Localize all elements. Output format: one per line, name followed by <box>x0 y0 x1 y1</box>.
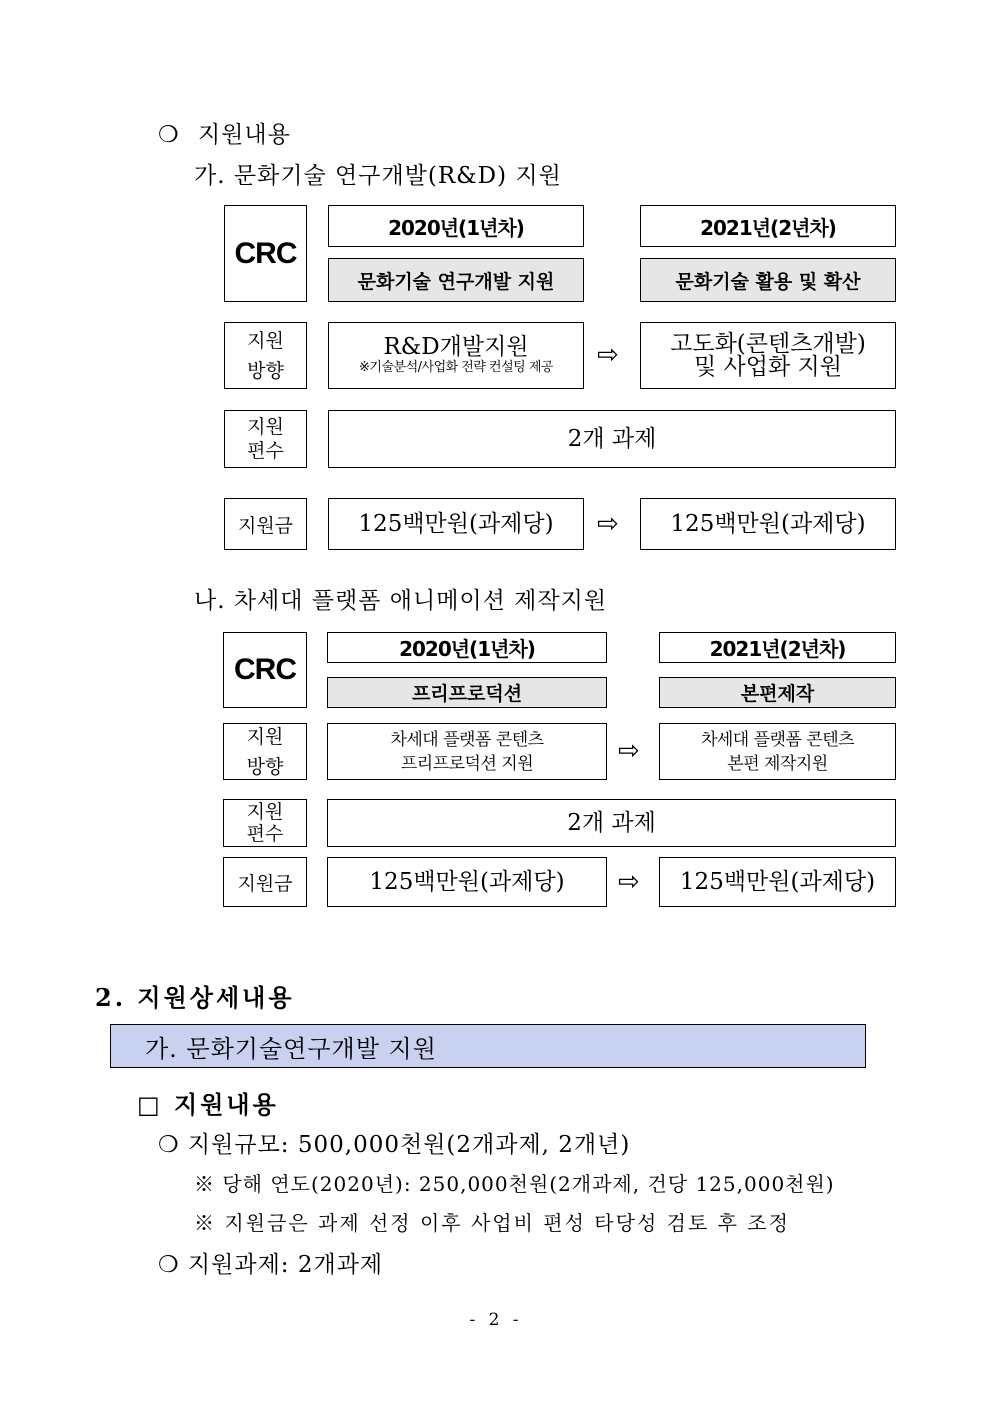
sub-heading-support-content: □ 지원내용 <box>137 1090 279 1119</box>
arrow-right-icon: ⇨ <box>597 340 619 370</box>
year2-header: 2021년(2년차) <box>640 205 896 247</box>
direction-label <box>223 723 307 780</box>
crc-label: CRC <box>224 205 307 302</box>
phase1-cell: 프리프로덕션 <box>327 677 607 708</box>
direction-label-line2: 방향 <box>247 359 284 382</box>
arrow-right-icon: ⇨ <box>618 867 640 897</box>
fund2-cell: 125백만원(과제당) <box>659 857 896 907</box>
count-label-line2: 편수 <box>246 823 284 845</box>
direction-label <box>224 322 307 389</box>
direction2-cell <box>659 723 896 780</box>
fund1-cell: 125백만원(과제당) <box>327 857 607 907</box>
count-label-line2: 편수 <box>247 440 284 462</box>
fund-label: 지원금 <box>223 857 307 907</box>
fund1-cell: 125백만원(과제당) <box>328 498 584 550</box>
count-label <box>224 410 307 468</box>
arrow-right-icon: ⇨ <box>597 509 619 539</box>
direction2-line2: 본편 제작지원 <box>727 753 828 774</box>
phase2-cell: 문화기술 활용 및 확산 <box>640 258 896 302</box>
section2-a-bar: 가. 문화기술연구개발 지원 <box>110 1024 866 1068</box>
direction2-line1: 차세대 플랫폼 콘텐츠 <box>700 729 855 750</box>
direction1-cell <box>328 322 584 389</box>
page-number: - 2 - <box>469 1310 523 1330</box>
count-value-cell: 2개 과제 <box>328 410 896 468</box>
direction-label-line1: 지원 <box>246 725 284 748</box>
crc-label: CRC <box>223 632 307 708</box>
note-current-year: ※ 당해 연도(2020년): 250,000천원(2개과제, 건당 125,000천원) <box>194 1172 835 1196</box>
count-label <box>223 799 307 847</box>
year2-header: 2021년(2년차) <box>659 632 896 663</box>
year1-header: 2020년(1년차) <box>328 205 584 247</box>
direction1-main: R&D개발지원 <box>383 333 529 360</box>
support-scale: ❍ 지원규모: 500,000천원(2개과제, 2개년) <box>158 1132 631 1158</box>
count-value-cell: 2개 과제 <box>327 799 896 847</box>
note-adjustment: ※ 지원금은 과제 선정 이후 사업비 편성 타당성 검토 후 조정 <box>194 1211 790 1235</box>
bullet-circle: ❍ <box>158 122 180 148</box>
direction-label-line2: 방향 <box>246 755 284 778</box>
section2-heading: 2. 지원상세내용 <box>95 983 295 1012</box>
direction2-line1: 고도화(콘텐츠개발) <box>670 330 866 357</box>
count-label-line1: 지원 <box>247 416 284 438</box>
support-tasks: ❍ 지원과제: 2개과제 <box>158 1252 384 1278</box>
count-label-line1: 지원 <box>246 801 284 823</box>
direction1-line1: 차세대 플랫폼 콘텐츠 <box>390 729 544 750</box>
direction2-line2: 및 사업화 지원 <box>694 353 842 380</box>
phase2-cell: 본편제작 <box>659 677 896 708</box>
subsection-b-title: 나. 차세대 플랫폼 애니메이션 제작지원 <box>194 588 608 614</box>
direction1-line2: 프리프로덕션 지원 <box>400 753 534 774</box>
direction2-cell <box>640 322 896 389</box>
direction1-sub: ※기술분석/사업화 전략 컨설팅 제공 <box>359 359 553 375</box>
year1-header: 2020년(1년차) <box>327 632 607 663</box>
fund-label: 지원금 <box>224 498 307 550</box>
arrow-right-icon: ⇨ <box>618 736 640 766</box>
direction-label-line1: 지원 <box>247 329 284 352</box>
support-content-title: 지원내용 <box>197 122 291 148</box>
direction1-cell <box>327 723 607 780</box>
fund2-cell: 125백만원(과제당) <box>640 498 896 550</box>
section-support-content <box>158 116 291 149</box>
subsection-a-title: 가. 문화기술 연구개발(R&D) 지원 <box>194 163 562 189</box>
phase1-cell: 문화기술 연구개발 지원 <box>328 258 584 302</box>
